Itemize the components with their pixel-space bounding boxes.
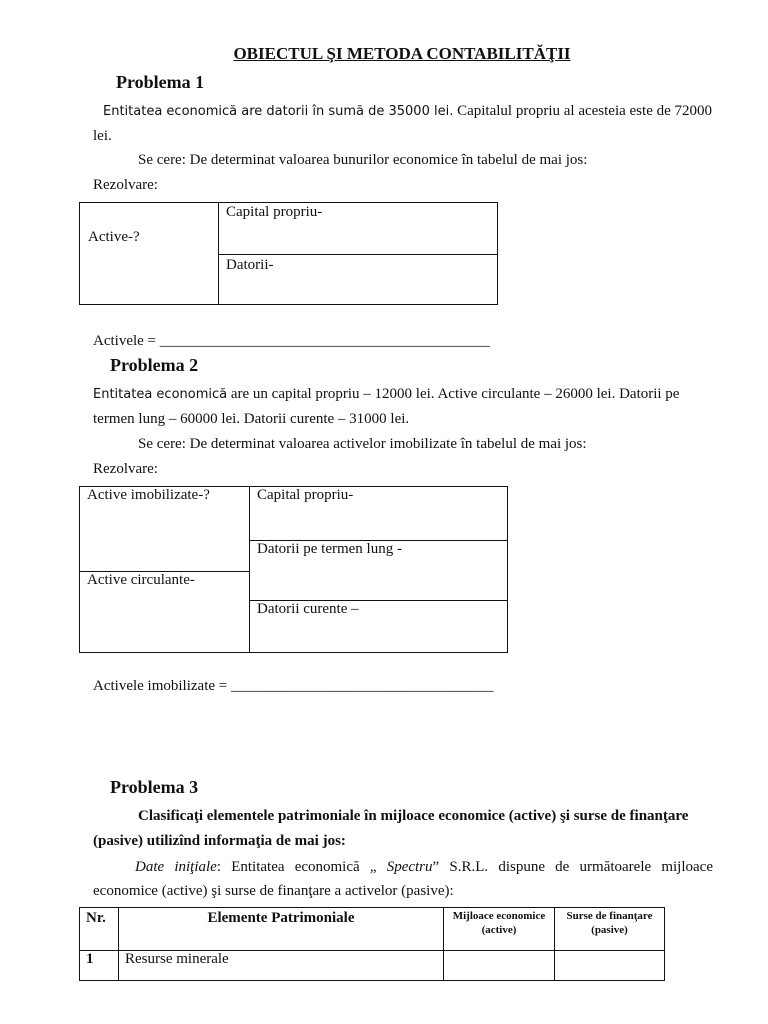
header-elements: Elemente Patrimoniale (119, 908, 444, 951)
problem-2-table-divider (249, 486, 250, 653)
problem-1-answer-line (93, 329, 490, 353)
row-pasive-cell[interactable] (555, 951, 665, 981)
problem-3-initial-data-line1 (93, 855, 713, 879)
problem-2-active-circ-cell: Active circulante- (87, 572, 195, 588)
initial-data-intro: : Entitatea economică „ (216, 859, 387, 875)
header-active: Mijloace economice (active) (444, 908, 555, 951)
problem-2-answer-line (93, 674, 494, 698)
header-pasive: Surse de finanţare (pasive) (555, 908, 665, 951)
problem-1-sans-text: Entitatea economică are datorii în sumă de 35000 lei. (103, 104, 454, 119)
problem-1-active-cell: Active-? (88, 229, 140, 245)
problem-3-instruction-line2: (pasive) utilizînd informaţia de mai jos: (93, 833, 346, 849)
initial-data-label: Date iniţiale (135, 859, 217, 875)
problem-3-table (79, 907, 665, 981)
header-nr: Nr. (80, 908, 119, 951)
problem-2-active-imob-cell: Active imobilizate-? (87, 487, 210, 503)
problem-3-heading: Problema 3 (110, 777, 199, 797)
problem-1-heading: Problema 1 (116, 72, 205, 92)
problem-1-requirement: Se cere: De determinat valoarea bunurilor economice în tabelul de mai jos: (138, 152, 588, 168)
problem-1-capital-cell: Capital propriu- (226, 204, 323, 220)
problem-2-answer-label: Activele imobilizate = (93, 678, 231, 694)
table-row (80, 951, 665, 981)
problem-1-statement (103, 99, 712, 124)
problem-2-answer-blank: ___________________________________ (231, 678, 494, 694)
table-header-row (80, 908, 665, 951)
problem-2-statement-line2: termen lung – 60000 lei. Datorii curente – 31000 lei. (93, 411, 410, 427)
problem-2-solution-label: Rezolvare: (93, 461, 158, 477)
problem-1-table-row-divider (218, 254, 498, 255)
problem-2-requirement: Se cere: De determinat valoarea activelor imobilizate în tabelul de mai jos: (138, 436, 587, 452)
problem-2-balance-table (79, 486, 508, 653)
problem-2-datorii-lung-cell: Datorii pe termen lung - (257, 541, 402, 557)
row-element: Resurse minerale (119, 951, 444, 981)
row-active-cell[interactable] (444, 951, 555, 981)
problem-1-datorii-cell: Datorii- (226, 257, 274, 273)
problem-3-initial-data-line2: economice (active) şi surse de finanţare a activelor (pasive): (93, 883, 454, 899)
problem-1-statement-line2: lei. (93, 128, 112, 144)
row-nr: 1 (80, 951, 119, 981)
problem-1-answer-blank: ____________________________________________ (159, 333, 490, 349)
problem-1-answer-label: Activele = (93, 333, 160, 349)
page-title: OBIECTUL ŞI METODA CONTABILITĂŢII (233, 44, 571, 63)
problem-2-statement (93, 382, 679, 407)
company-name: Spectru (386, 859, 433, 875)
problem-3-instruction-line1: Clasificaţi elementele patrimoniale în mijloace economice (active) şi surse de finanţare (138, 808, 689, 824)
problem-1-solution-label: Rezolvare: (93, 177, 158, 193)
problem-1-serif-text: Capitalul propriu al acesteia este de 72000 (457, 103, 713, 119)
problem-2-sans-text: Entitatea economică (93, 387, 228, 402)
problem-2-heading: Problema 2 (110, 355, 199, 375)
problem-2-capital-cell: Capital propriu- (257, 487, 354, 503)
problem-2-datorii-curente-cell: Datorii curente – (257, 601, 359, 617)
initial-data-rest: ” S.R.L. dispune de următoarele mijloace (432, 859, 713, 875)
problem-2-serif-text: are un capital propriu – 12000 lei. Active circulante – 26000 lei. Datorii pe (230, 386, 680, 402)
